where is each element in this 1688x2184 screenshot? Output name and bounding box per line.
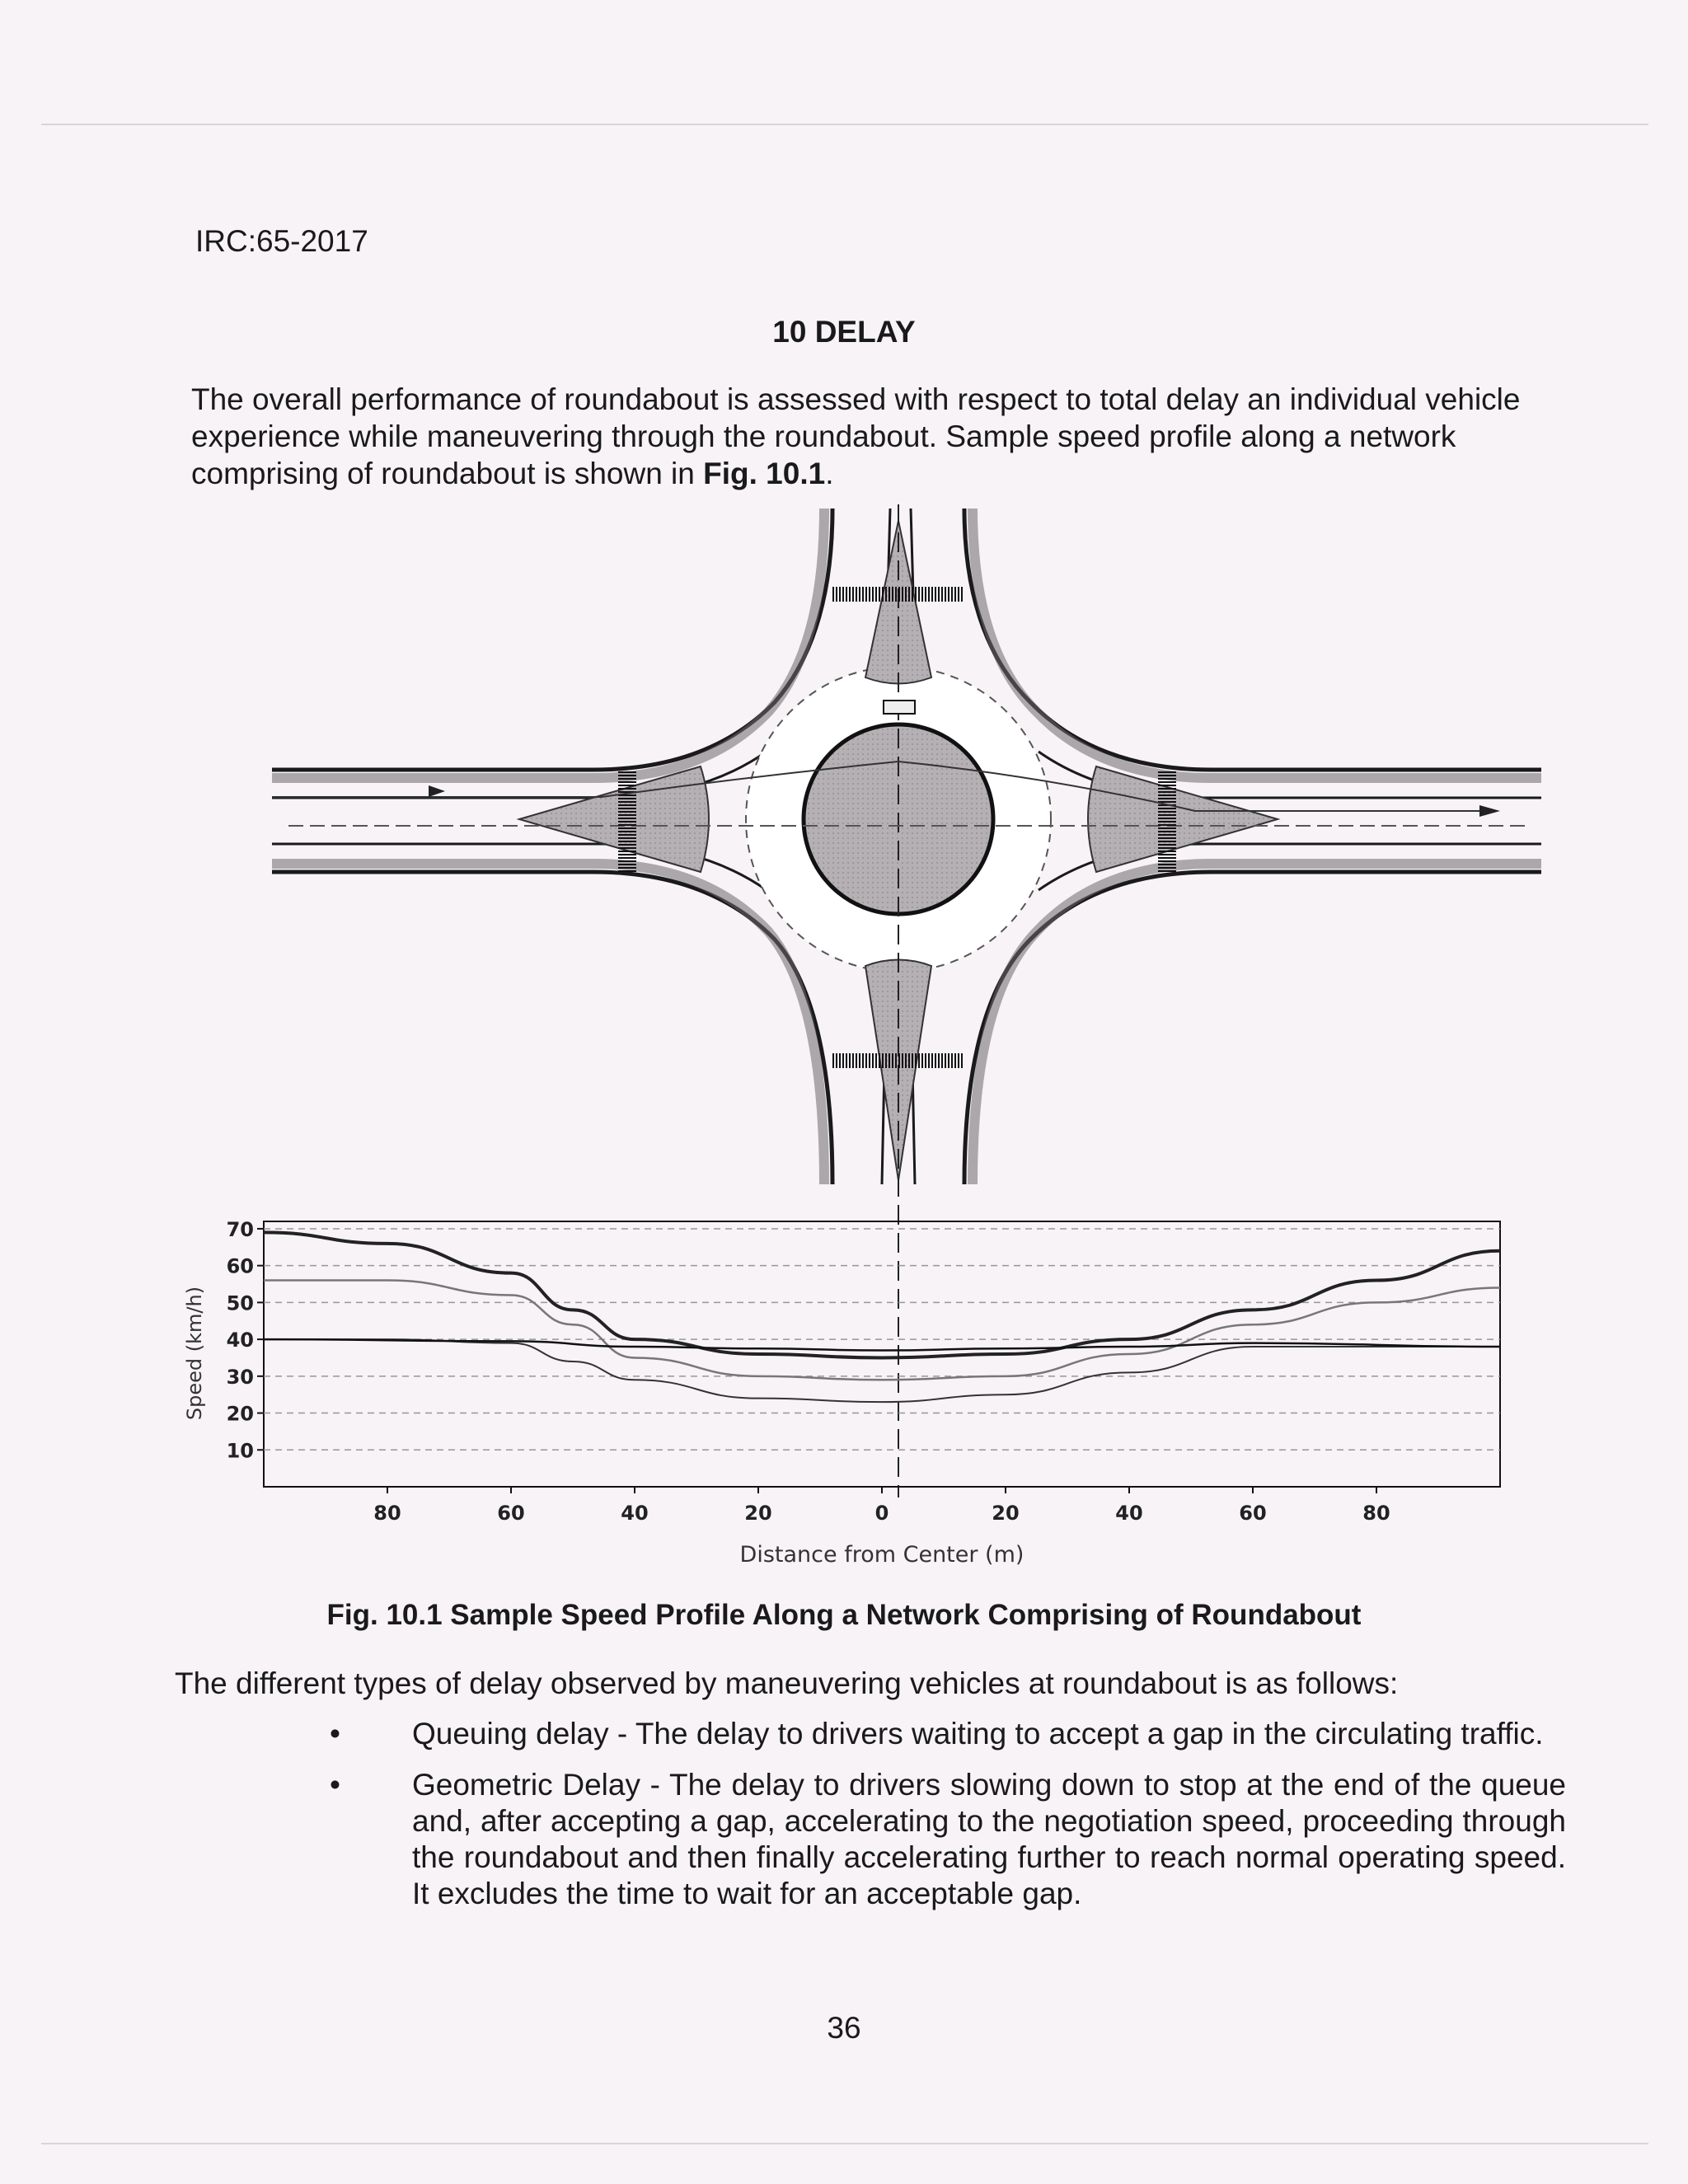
list-item bbox=[330, 1767, 1566, 1912]
top-rule bbox=[41, 124, 1648, 125]
y-tick-label: 20 bbox=[226, 1402, 254, 1426]
bullet-text: Queuing delay - The delay to drivers waiting to accept a gap in the circulating traffic. bbox=[412, 1717, 1544, 1750]
x-tick-label: 60 bbox=[1239, 1502, 1267, 1525]
delay-types-list bbox=[330, 1716, 1566, 1927]
list-item bbox=[330, 1716, 1566, 1752]
y-tick-label: 40 bbox=[226, 1329, 254, 1352]
x-axis-ticks bbox=[373, 1487, 1390, 1525]
speed-series-line bbox=[264, 1339, 1500, 1350]
intro-period: . bbox=[825, 457, 834, 490]
y-tick-label: 10 bbox=[226, 1439, 254, 1463]
x-tick-label: 80 bbox=[373, 1502, 401, 1525]
bullet-marker: • bbox=[330, 1717, 340, 1750]
x-tick-label: 0 bbox=[874, 1502, 889, 1525]
x-tick-label: 20 bbox=[992, 1502, 1020, 1525]
chart-grid bbox=[264, 1229, 1500, 1450]
y-axis-ticks bbox=[227, 1218, 264, 1462]
y-tick-label: 50 bbox=[226, 1291, 254, 1315]
x-axis-label: Distance from Center (m) bbox=[739, 1542, 1025, 1568]
roundabout-diagram bbox=[272, 504, 1541, 1497]
roundabout-figure bbox=[173, 504, 1558, 1584]
y-tick-label: 30 bbox=[226, 1365, 254, 1389]
x-tick-label: 80 bbox=[1362, 1502, 1390, 1525]
intro-text: The overall performance of roundabout is assessed with respect to total delay an individual vehicle experience while maneuvering through the roundabout. Sample speed profile along a network comprising of roundabout is shown in bbox=[191, 382, 1521, 490]
bullet-text: Geometric Delay - The delay to drivers slowing down to stop at the end of the queue and, after accepting a gap, accelerating to the negotiation speed, proceeding through the roundabout and then finally accelerating further to reach normal operating speed. It excludes the time to wait for an acceptable gap. bbox=[412, 1768, 1566, 1910]
x-tick-label: 40 bbox=[1115, 1502, 1143, 1525]
figure-reference: Fig. 10.1 bbox=[703, 457, 826, 490]
speed-series-line bbox=[264, 1339, 1500, 1402]
page-number: 36 bbox=[827, 2011, 861, 2045]
intro-paragraph bbox=[191, 381, 1569, 492]
lead-sentence: The different types of delay observed by maneuvering vehicles at roundabout is as follows: bbox=[175, 1666, 1399, 1700]
x-tick-label: 40 bbox=[621, 1502, 649, 1525]
speed-profile-chart bbox=[183, 1218, 1500, 1568]
y-axis-label: Speed (km/h) bbox=[183, 1286, 206, 1421]
document-code: IRC:65-2017 bbox=[195, 224, 368, 258]
y-tick-label: 70 bbox=[226, 1217, 254, 1241]
x-tick-label: 60 bbox=[497, 1502, 525, 1525]
figure-caption: Fig. 10.1 Sample Speed Profile Along a Network Comprising of Roundabout bbox=[326, 1599, 1362, 1631]
x-tick-label: 20 bbox=[744, 1502, 772, 1525]
plot-area bbox=[264, 1221, 1500, 1487]
bullet-marker: • bbox=[330, 1768, 340, 1802]
bottom-rule bbox=[41, 2143, 1648, 2144]
section-title: 10 DELAY bbox=[772, 315, 916, 349]
y-tick-label: 60 bbox=[226, 1254, 254, 1278]
